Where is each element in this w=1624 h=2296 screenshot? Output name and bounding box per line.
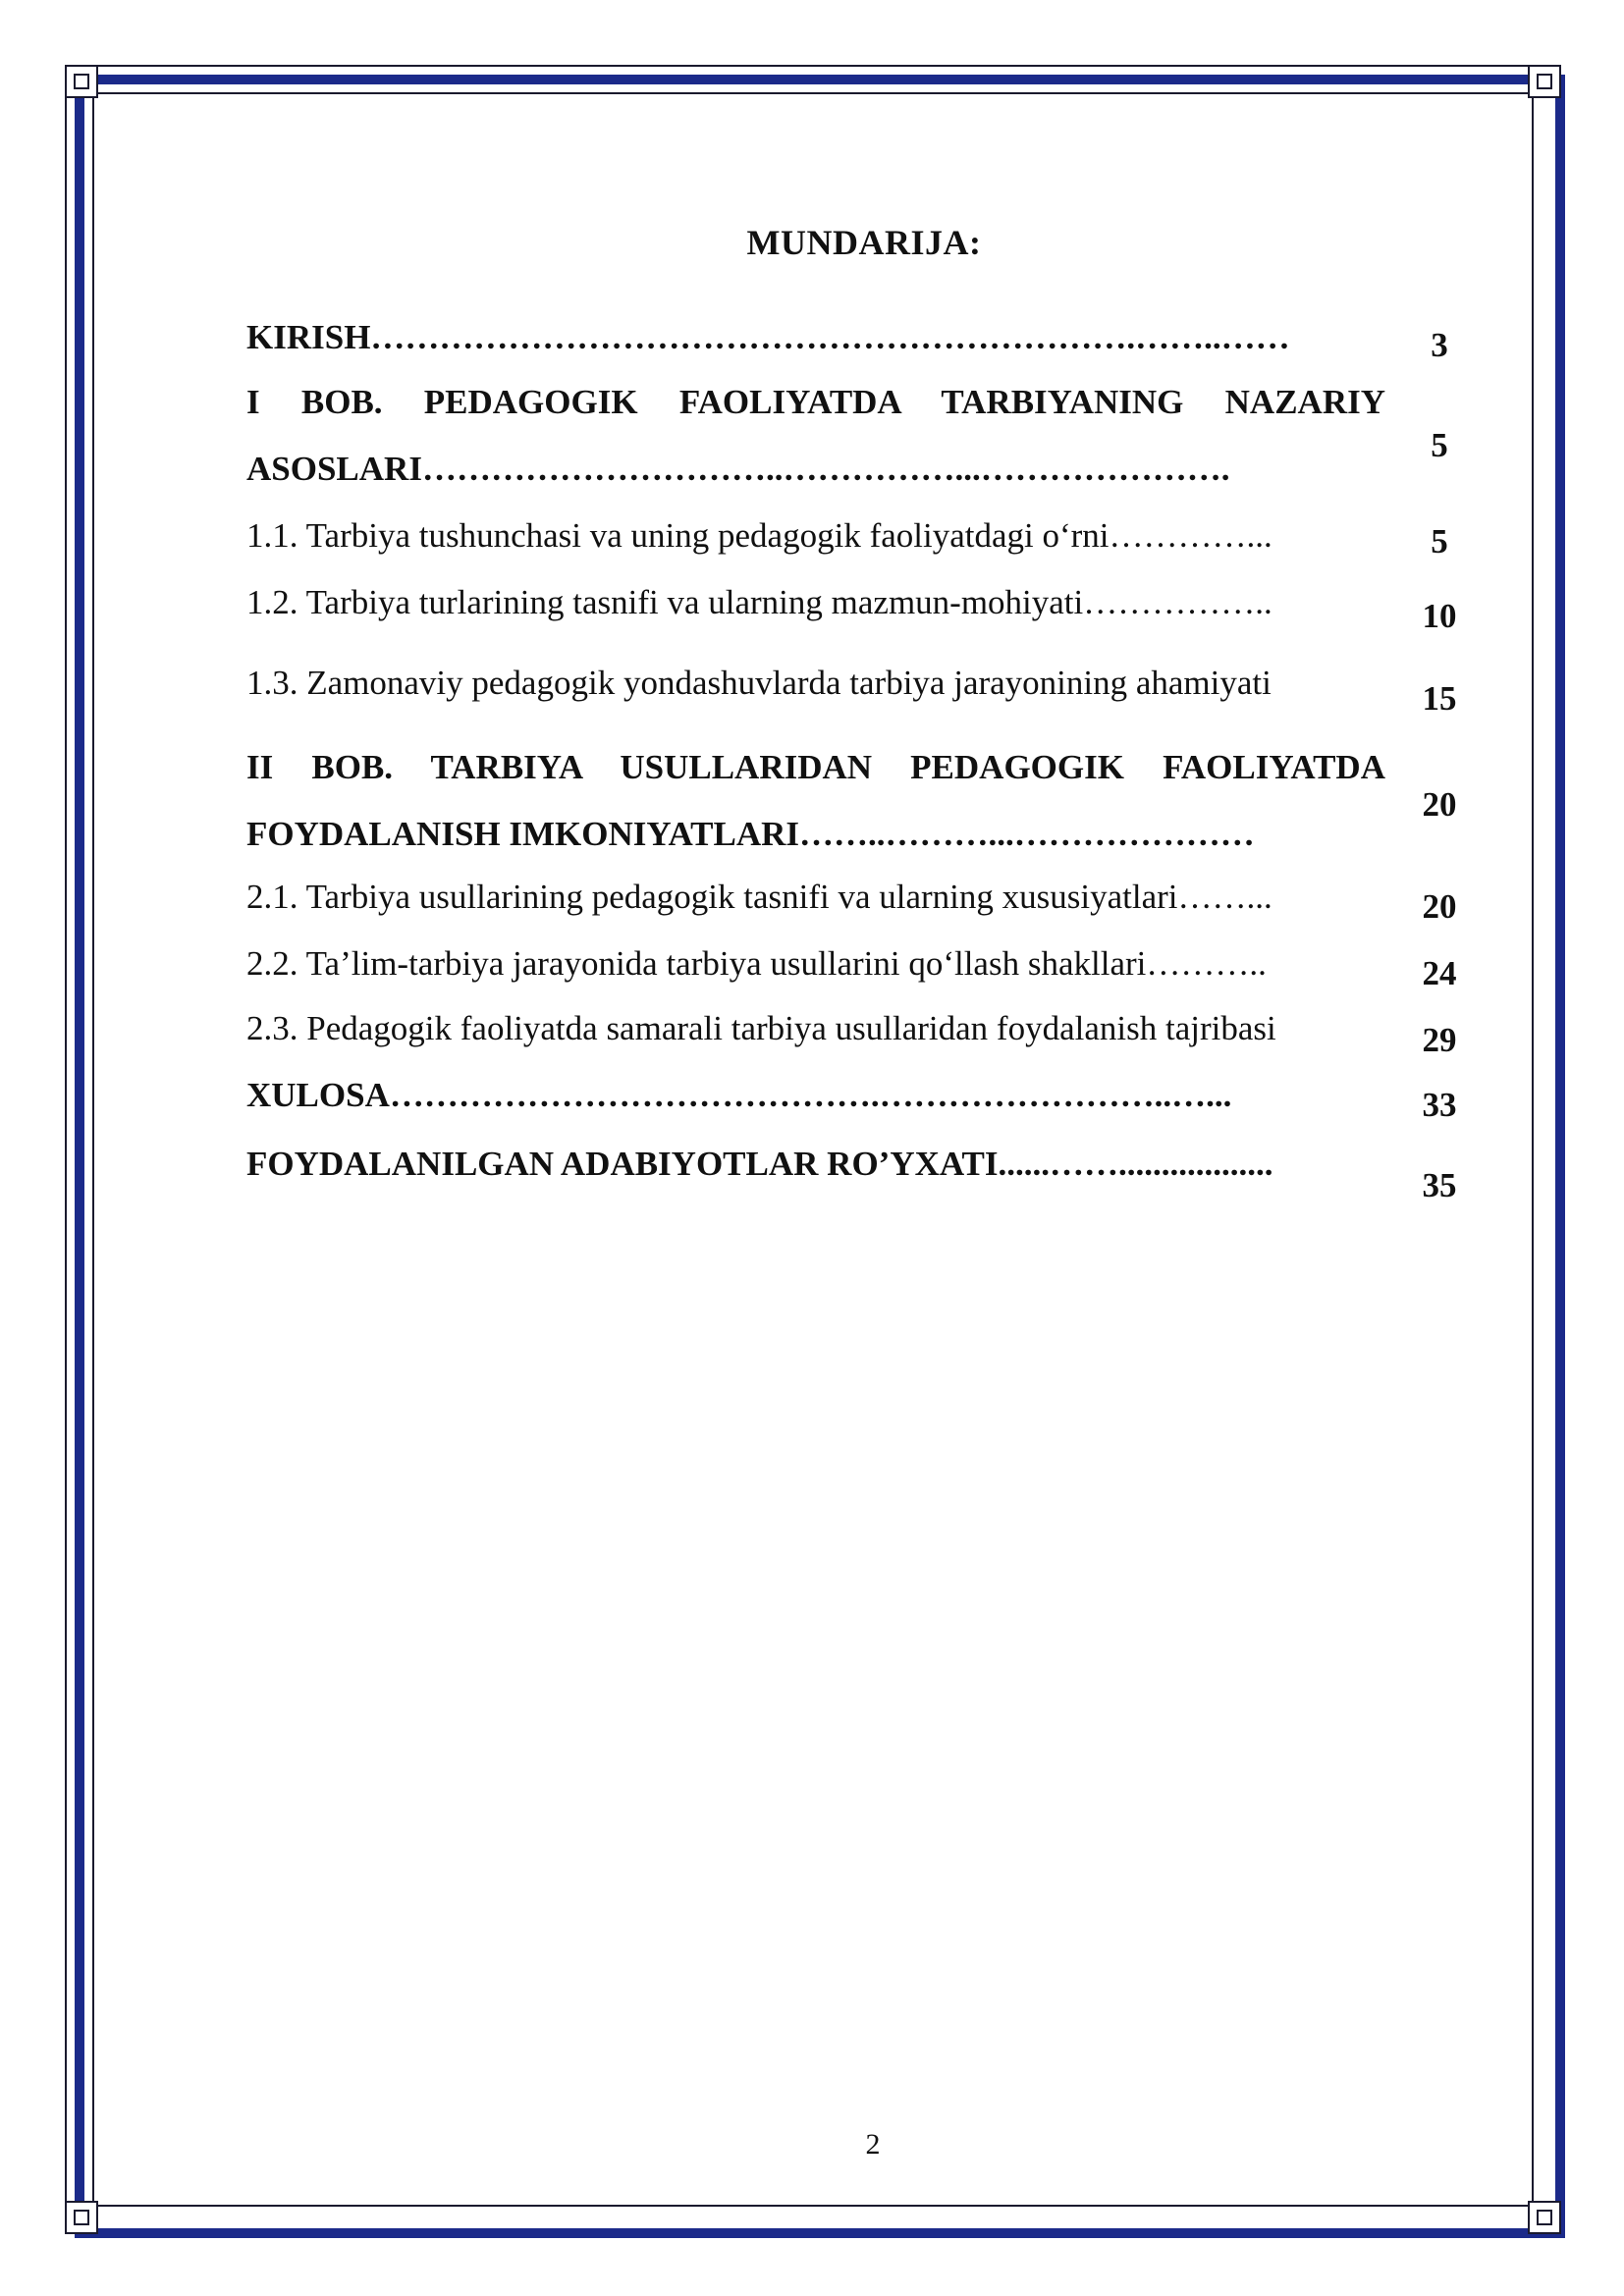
toc-entry-label: 1.1. Tarbiya tushunchasi va uning pedagogik faoliyatdagi o‘rni…………... [246,516,1272,555]
toc-page-number: 20 [1422,785,1457,824]
corner-ornament-bottom-left [65,2201,98,2234]
toc-page-number: 3 [1431,326,1448,364]
corner-ornament-bottom-right [1528,2201,1561,2234]
toc-entry-label: FOYDALANILGAN ADABIYOTLAR RO’YXATI......…….................. [246,1145,1273,1183]
toc-title: MUNDARIJA: [746,223,982,262]
toc-page-number: 24 [1422,954,1457,992]
toc-entry-label-line-2: FOYDALANISH IMKONIYATLARI……..………...………………… [246,815,1255,853]
toc-entry-label: 2.3. Pedagogik faoliyatda samarali tarbiya usullaridan foydalanish tajribasi [246,1009,1276,1047]
corner-ornament-top-left [65,65,98,98]
toc-entry-label: 2.2. Ta’lim-tarbiya jarayonida tarbiya usullarini qo‘llash shakllari……….. [246,944,1267,983]
toc-entry-label-line-1: II BOB. TARBIYA USULLARIDAN PEDAGOGIK FAOLIYATDA [246,748,1385,786]
toc-entry-label: 1.3. Zamonaviy pedagogik yondashuvlarda tarbiya jarayonining ahamiyati [246,664,1272,702]
toc-page-number: 20 [1422,887,1457,926]
toc-page-number: 5 [1431,522,1448,561]
toc-page-number: 29 [1422,1021,1457,1059]
page-number: 2 [865,2128,881,2161]
toc-entry-label: KIRISH………………………………………………………….……..…… [246,318,1290,356]
toc-entry-label-line-2: ASOSLARI…………………………..……………...…………………. [246,450,1230,488]
toc-page-number: 33 [1422,1086,1457,1124]
corner-ornament-top-right [1528,65,1561,98]
toc-entry-label: XULOSA…………………………………….……………………..…... [246,1076,1232,1114]
toc-page-number: 10 [1422,597,1457,635]
toc-entry-label [246,734,1385,868]
toc-page-number: 15 [1422,679,1457,718]
toc-entry-label [246,369,1385,503]
toc-entry-label: 2.1. Tarbiya usullarining pedagogik tasnifi va ularning xususiyatlari……... [246,878,1272,916]
toc-page-number: 35 [1422,1166,1457,1204]
toc-entry-label-line-1: I BOB. PEDAGOGIK FAOLIYATDA TARBIYANING NAZARIY [246,383,1385,421]
toc-page-number: 5 [1431,426,1448,464]
toc-entry-label: 1.2. Tarbiya turlarining tasnifi va ularning mazmun-mohiyati…………….. [246,583,1272,621]
